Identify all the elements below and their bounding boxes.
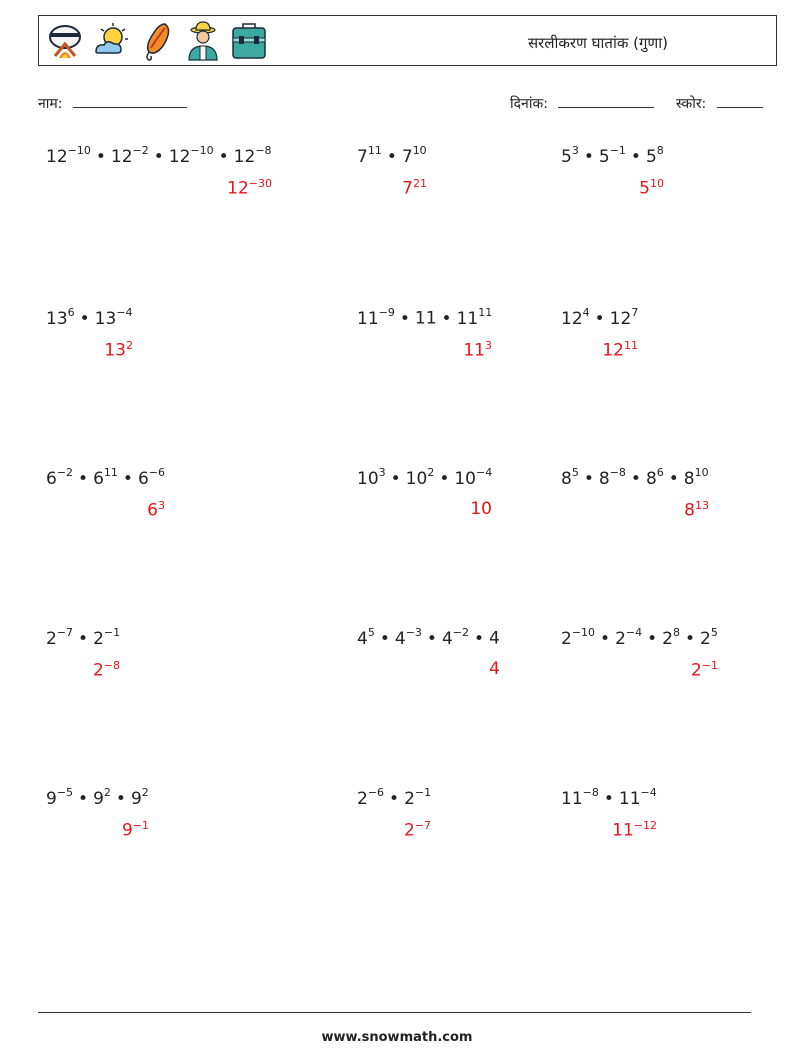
footer-website: www.snowmath.com [321, 1030, 473, 1045]
power-term: $9^{-5}$ [46, 786, 74, 809]
power-term: $12^4$ [561, 306, 590, 329]
date-field [510, 93, 654, 113]
multiply-dot: • [473, 628, 485, 649]
problem-expression [561, 145, 664, 167]
footer-divider [38, 1012, 751, 1013]
date-label: दिनांक: [510, 96, 548, 112]
power-term: $6^{-2}$ [46, 466, 74, 489]
farmer-icon [183, 20, 223, 62]
power-term: $2^5$ [700, 626, 718, 649]
problem-expression [357, 787, 431, 809]
header-box [38, 15, 777, 66]
answer: $11^3$ [463, 339, 492, 361]
multiply-dot: • [583, 468, 594, 489]
power-term: $11^{11}$ [456, 306, 493, 329]
problem-expression [561, 307, 638, 329]
power-term: $12^{-10}$ [168, 144, 214, 167]
multiply-dot: • [426, 628, 437, 649]
problem-expression [561, 467, 709, 489]
worksheet-title: सरलीकरण घातांक (गुणा) [528, 34, 668, 52]
power-term: $13^6$ [46, 306, 75, 329]
answer: $2^{-8}$ [92, 659, 120, 681]
multiply-dot: • [647, 628, 658, 649]
multiply-dot: • [399, 308, 410, 329]
multiply-dot: • [600, 628, 611, 649]
power-term: $10^{-4}$ [454, 466, 493, 489]
multiply-dot: • [79, 308, 90, 329]
power-term: 11 [414, 308, 437, 329]
multiply-dot: • [386, 146, 397, 167]
power-term: $8^{-8}$ [598, 466, 626, 489]
multiply-dot: • [583, 146, 594, 167]
answer: $11^{-12}$ [612, 819, 657, 841]
power-term: $10^2$ [405, 466, 435, 489]
power-term: 4 [489, 628, 500, 649]
power-term: $12^{-10}$ [46, 144, 91, 167]
answer: $2^{-7}$ [403, 819, 431, 841]
answer: $9^{-1}$ [121, 819, 149, 841]
problem-expression [561, 787, 657, 809]
multiply-dot: • [390, 468, 401, 489]
power-term: $10^3$ [357, 466, 386, 489]
score-label: स्कोर: [676, 96, 707, 112]
power-term: $4^5$ [357, 626, 375, 649]
date-blank[interactable] [558, 93, 654, 108]
power-term: $8^{10}$ [683, 466, 709, 489]
problem-expression [46, 787, 149, 809]
power-term: $7^{10}$ [401, 144, 427, 167]
multiply-dot: • [115, 788, 126, 809]
power-term: $6^{-6}$ [137, 466, 165, 489]
multiply-dot: • [379, 628, 390, 649]
power-term: $5^{-1}$ [598, 144, 626, 167]
name-field [38, 93, 187, 113]
power-term: $2^{-7}$ [46, 626, 74, 649]
power-term: $9^2$ [93, 786, 111, 809]
multiply-dot: • [78, 788, 89, 809]
problem-expression [46, 627, 120, 649]
power-term: $2^{-10}$ [561, 626, 596, 649]
fishing-lure-icon [137, 20, 177, 62]
name-blank[interactable] [73, 93, 187, 108]
multiply-dot: • [603, 788, 614, 809]
power-term: $11^{-4}$ [618, 786, 657, 809]
power-term: $5^3$ [561, 144, 579, 167]
problem-expression [46, 467, 165, 489]
answer: $13^2$ [104, 339, 133, 361]
power-term: $9^2$ [130, 786, 149, 809]
multiply-dot: • [78, 468, 89, 489]
multiply-dot: • [95, 146, 106, 167]
power-term: $12^7$ [609, 306, 639, 329]
problem-expression [357, 145, 427, 167]
problem-expression [46, 145, 272, 167]
multiply-dot: • [441, 308, 452, 329]
answer: 4 [489, 659, 500, 679]
multiply-dot: • [153, 146, 164, 167]
answer: $2^{-1}$ [690, 659, 718, 681]
problem-expression [561, 627, 718, 649]
answer: $12^{-30}$ [227, 177, 272, 199]
power-term: $13^{-4}$ [94, 306, 133, 329]
multiply-dot: • [594, 308, 605, 329]
multiply-dot: • [684, 628, 696, 649]
answer: $12^{11}$ [602, 339, 638, 361]
header-icons [45, 20, 269, 62]
multiply-dot: • [389, 788, 400, 809]
answer: $5^{10}$ [639, 177, 664, 199]
power-term: $5^8$ [645, 144, 664, 167]
multiply-dot: • [218, 146, 229, 167]
answer: $7^{21}$ [402, 177, 427, 199]
multiply-dot: • [630, 146, 641, 167]
multiply-dot: • [122, 468, 133, 489]
answer: $6^3$ [147, 499, 165, 521]
power-term: $7^{11}$ [357, 144, 382, 167]
power-term: $2^{-1}$ [404, 786, 432, 809]
power-term: $8^5$ [561, 466, 579, 489]
problem-expression [357, 627, 500, 649]
power-term: $12^{-8}$ [233, 144, 272, 167]
multiply-dot: • [630, 468, 641, 489]
multiply-dot: • [439, 468, 450, 489]
answer: $8^{13}$ [684, 499, 709, 521]
cooking-pot-icon [45, 20, 85, 62]
answer: 10 [470, 499, 492, 519]
power-term: $2^{-6}$ [357, 786, 385, 809]
multiply-dot: • [668, 468, 679, 489]
power-term: $6^{11}$ [93, 466, 118, 489]
multiply-dot: • [78, 628, 89, 649]
problem-expression [357, 467, 492, 489]
problem-expression [46, 307, 133, 329]
power-term: $12^{-2}$ [110, 144, 149, 167]
score-field [676, 93, 763, 113]
sun-cloud-icon [91, 20, 131, 62]
problem-expression [357, 307, 492, 329]
score-blank[interactable] [717, 93, 763, 108]
power-term: $11^{-8}$ [561, 786, 599, 809]
power-term: $2^8$ [662, 626, 680, 649]
power-term: $2^{-1}$ [93, 626, 121, 649]
power-term: $11^{-9}$ [357, 306, 395, 329]
power-term: $4^{-2}$ [441, 626, 469, 649]
power-term: $8^6$ [645, 466, 664, 489]
name-label: नाम: [38, 96, 63, 112]
power-term: $4^{-3}$ [394, 626, 422, 649]
power-term: $2^{-4}$ [615, 626, 643, 649]
lunch-box-icon [229, 20, 269, 62]
